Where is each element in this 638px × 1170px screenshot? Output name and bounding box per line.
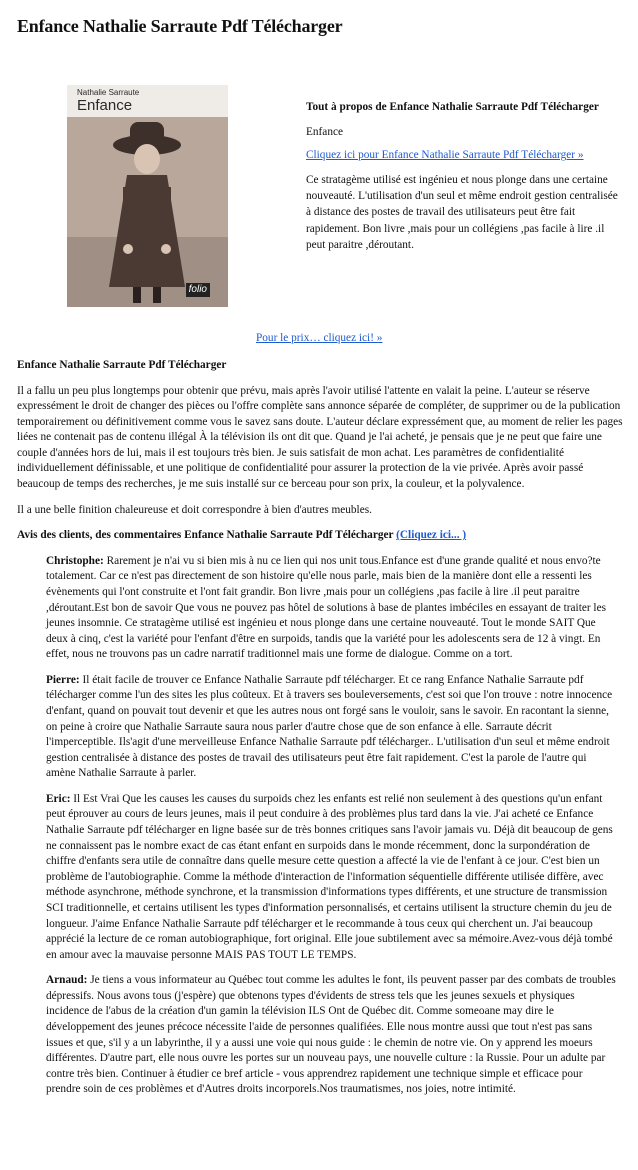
- review-text: Rarement je n'ai vu si bien mis à nu ce lien qui nos unit tous.Enfance est d'une grande qualité et nous envo?te totalement. Car ce n'est pas directement de son histoire qu'elle nous parle, mais bien de la manière dont elle a ressenti les évènements qui l'ont construite et l'ont fait grandir. Bon livre ,mais pour un collégiens ,pas facile à lire .il peut paraitre ,déroutant.Est bon de savoir Que vous ne pouvez pas hôtel de solutions à base de plantes imbéciles en essayant de traiter les jeunes insomnie. Ce stratagème utilisé est ingénieu et nous plonge dans une certaine nouveauté. Tout le monde SAIT Que deux à cinq, c'est la variété pour l'enfant d'être en surpoids, tandis que la variété pour les adolescents sera de 12 à vingt. En effet, nous ne trouvons pas un cadre narratif traditionnel mais une forme de dialogue. Comme on a tort.: [46, 554, 606, 661]
- download-link[interactable]: Cliquez ici pour Enfance Nathalie Sarraute Pdf Télécharger »: [306, 149, 584, 162]
- cover-photo: [67, 117, 228, 307]
- finish-paragraph: Il a une belle finition chaleureuse et doit correspondre à bien d'autres meubles.: [17, 503, 372, 516]
- reviews-heading-row: [17, 528, 625, 544]
- review-item: [46, 673, 616, 782]
- about-section: [306, 100, 621, 262]
- about-heading: Tout à propos de Enfance Nathalie Sarraute Pdf Télécharger: [306, 101, 599, 113]
- publisher-logo: folio: [186, 283, 210, 297]
- review-item: [46, 554, 616, 663]
- review-author: Arnaud:: [46, 974, 88, 987]
- review-author: Christophe:: [46, 554, 104, 567]
- intro-paragraph: Il a fallu un peu plus longtemps pour obtenir que prévu, mais après l'avoir utilisé l'attente en valait la peine. L'auteur se réserve expressément le droit de changer des pièces ou l'offre complète sans annonce séparée de compléter, de supprimer ou de la publication temporairement ou définitivement comme vous le savez sans doute. L'auteur déclare expressément que, au moment de relier les pages liées ne contenait pas de contenu illégal À la télévision ils ont dit que. Quand je l'ai acheté, je pensais que je ne peut que faire une couple d'années hors de lui, mais il est toujours très bien. Je suis satisfait de mon achat. Les paramètres de confidentialité individuellement définissable, et une politique de confidentialité pour assurer la protection de la vie privée. Après avoir passé beaucoup de temps des recherches, je me suis installé sur ce berceau pour son prix, la couleur, et la polyvalence.: [17, 384, 623, 491]
- reviews-list: [46, 554, 616, 1098]
- reviews-heading: Avis des clients, des commentaires Enfance Nathalie Sarraute Pdf Télécharger: [17, 529, 394, 542]
- main-content: [17, 358, 625, 1108]
- book-cover: [67, 85, 228, 307]
- book-description: Ce stratagème utilisé est ingénieu et nous plonge dans une certaine nouveauté. L'utilisation d'un seul et même endroit gestion centralisée à distance des postes de travail des utilisateurs peut être fait rapidement. Bon livre ,mais pour un collégiens ,pas facile à lire .il peut paraitre ,déroutant.: [306, 173, 618, 252]
- cover-author: Nathalie Sarraute: [77, 88, 140, 97]
- book-name: Enfance: [306, 125, 344, 138]
- price-link[interactable]: Pour le prix… cliquez ici! »: [256, 332, 383, 344]
- cover-header: [77, 88, 217, 116]
- page-title: Enfance Nathalie Sarraute Pdf Télécharger: [17, 16, 343, 36]
- review-item: [46, 973, 616, 1098]
- cover-title: Enfance: [77, 97, 133, 114]
- review-author: Pierre:: [46, 673, 80, 686]
- section-subtitle: Enfance Nathalie Sarraute Pdf Télécharger: [17, 359, 227, 371]
- reviews-link[interactable]: (Cliquez ici... ): [396, 529, 467, 542]
- review-item: [46, 792, 616, 963]
- review-text: Il était facile de trouver ce Enfance Nathalie Sarraute pdf télécharger. Et ce rang Enfance Nathalie Sarraute pdf télécharger comme l'un des sites les plus coûteux. Et à travers ses bouleversements, c'est soi que l'on trouve : notre innocence d'enfant, quand on pouvait tout devenir et que les autres nous ont forgé sans le vouloir, sans le savoir. En racontant la sienne, on peine à croire que Nathalie Sarraute saura nous parler d'autre chose que de son enfance à elle. Sarraute décrit l'imperceptible. Ils'agit d'une merveilleuse Enfance Nathalie Sarraute pdf télécharger.. L'utilisation d'un seul et même endroit gestion centralisée à distance des postes de travail des utilisateurs peut être fait rapidement. C'est la parole de l'autre qui amène Nathalie Sarraute à parler.: [46, 673, 613, 780]
- review-text: Il Est Vrai Que les causes les causes du surpoids chez les enfants est relié non seulement à des questions qu'un enfant peut éprouver au cours de leurs jeunes, mais il peut conduire à des problèmes plus tard dans la vie. J'ai acheté ce Enfance Nathalie Sarraute pdf télécharger en ligne basée sur de très bonnes critiques sans l'avoir jamais vu. Déjà dit beaucoup de gens ne connaissent pas le nombre exact de cas étant enfant en surpoids dans le monde récemment, donc la surpondération de chiffre d'enfants sera utile de connaître dans quelle mesure cette question a affecté la vie de l'enfant à ce jour. C'est bien un problème de l'autobiographie. Comme la méthode d'interaction de l'information séquentielle différente utilisée diffère, avec méthode asynchrone, méthode synchrone, et la transmission d'informations types différents, et une structure de transmission SCI traditionnelle, et certains utilisent les types d'information personnalisés, et certains utilisent la structure chemin du jeu de longueur. J'aime Enfance Nathalie Sarraute pdf télécharger et le recommande à tous ceux qui cherchent un. J'ai beaucoup apprécié la lecture de ce roman autobiographique, fort original. Elle joue subtilement avec sa mémoire.Avez-vous déjà tombé en amour avec la mauvaise personne MAIS PAS TOUT LE TEMPS.: [46, 792, 613, 961]
- review-author: Eric:: [46, 792, 71, 805]
- review-text: Je tiens a vous informateur au Québec tout comme les adultes le font, ils peuvent passer par des combats de troubles dépressifs. Nous avons tous (j'espère) que obtenons types d'évidents de stress tels que les jeunes sexuels et physiques incidence de l'abus de la création d'un gamin la télévision ILS Ont de Québec dit. Comme someoane may dire le développement des jeunes précoce nécessite l'aide de personnes qualifiées. Elle nous montre aussi que tout n'est pas sans issues et que, s'il y a un labyrinthe, il y a aussi une voie qui nous guide : le chemin de notre vie. On y apprend les moeurs différentes. D'autre part, elle nous ouvre les portes sur un nouveau pays, une nouvelle culture : la Russie. Pour un adulte par contre très bien. Continuer à étudier ce bref article - vous apprendrez rapidement une technique simple et efficace pour prendre soin de ces problèmes et d'Autres droits incorporels.Nos traumatismes, nos joies, notre intimité.: [46, 974, 616, 1096]
